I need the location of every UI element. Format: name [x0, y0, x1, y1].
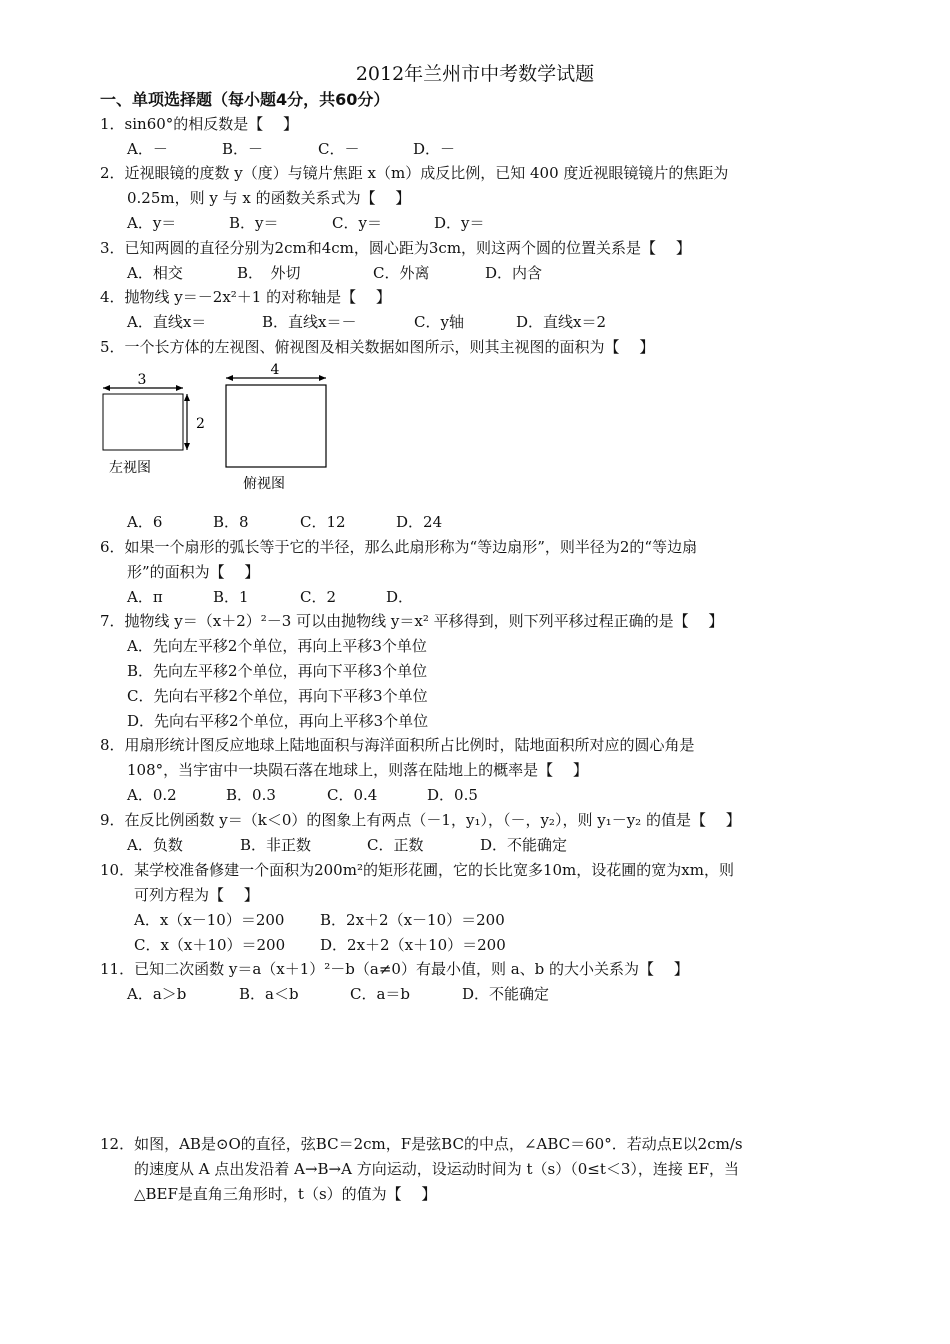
question-6-line-1: 6．如果一个扇形的弧长等于它的半径，那么此扇形称为“等边扇形”，则半径为2的“等边扇: [100, 538, 698, 556]
q11-option-d: D．不能确定: [462, 985, 550, 1003]
q5-option-d: D．24: [396, 513, 443, 531]
section-heading: 一、单项选择题（每小题4分，共60分）: [100, 90, 390, 109]
q8-option-d: D．0.5: [427, 786, 478, 804]
q4-option-c: C．y轴: [414, 313, 464, 331]
question-12-line-2: 的速度从 A 点出发沿着 A→B→A 方向运动，设运动时间为 t（s）（0≤t＜3），连接 EF，当: [134, 1160, 740, 1178]
q3-option-a: A．相交: [127, 264, 183, 282]
left-view-width: 3: [137, 372, 147, 388]
q3-option-c: C．外离: [373, 264, 430, 282]
q4-option-b: B．直线x＝－: [262, 313, 357, 331]
question-5: 5．一个长方体的左视图、俯视图及相关数据如图所示，则其主视图的面积为【 】: [100, 338, 655, 356]
question-3: 3．已知两圆的直径分别为2cm和4cm，圆心距为3cm，则这两个圆的位置关系是【 】: [100, 239, 691, 257]
left-view-height: 2: [196, 416, 205, 432]
q2-option-b: B．y＝: [229, 214, 279, 232]
question-2-line-2: 0.25m，则 y 与 x 的函数关系式为【 】: [127, 189, 411, 207]
q1-option-c: C．－: [318, 140, 360, 158]
question-1: 1．sin60°的相反数是【 】: [100, 115, 299, 133]
q3-option-d: D．内含: [485, 264, 543, 282]
q10-option-c: C．x（x＋10）＝200: [134, 936, 286, 954]
top-view-label: 俯视图: [243, 476, 285, 492]
q2-option-c: C．y＝: [332, 214, 382, 232]
q2-option-a: A．y＝: [127, 214, 177, 232]
question-8-line-1: 8．用扇形统计图反应地球上陆地面积与海洋面积所占比例时，陆地面积所对应的圆心角是: [100, 736, 695, 754]
q7-option-d: D．先向右平移2个单位，再向上平移3个单位: [127, 712, 429, 730]
q5-option-a: A．6: [127, 513, 163, 531]
q9-option-c: C．正数: [367, 836, 424, 854]
q10-option-a: A．x（x－10）＝200: [134, 911, 285, 929]
q4-option-d: D．直线x＝2: [516, 313, 607, 331]
q10-option-b: B．2x＋2（x－10）＝200: [320, 911, 505, 929]
q5-option-c: C．12: [300, 513, 346, 531]
q6-option-a: A．π: [127, 588, 163, 606]
q9-option-b: B．非正数: [240, 836, 312, 854]
question-8-line-2: 108°，当宇宙中一块陨石落在地球上，则落在陆地上的概率是【 】: [127, 761, 588, 779]
question-6-line-2: 形”的面积为【 】: [127, 563, 260, 581]
question-7: 7．抛物线 y＝（x＋2）²－3 可以由抛物线 y＝x² 平移得到，则下列平移过程正确的是【 】: [100, 612, 724, 630]
q11-option-a: A．a＞b: [127, 985, 187, 1003]
q5-option-b: B．8: [213, 513, 249, 531]
q7-option-c: C．先向右平移2个单位，再向下平移3个单位: [127, 687, 428, 705]
question-2-line-1: 2．近视眼镜的度数 y（度）与镜片焦距 x（m）成反比例，已知 400 度近视眼镜镜片的焦距为: [100, 164, 729, 182]
q7-option-a: A．先向左平移2个单位，再向上平移3个单位: [127, 637, 427, 655]
q3-option-b: B． 外切: [237, 264, 301, 282]
q8-option-b: B．0.3: [226, 786, 276, 804]
q8-option-a: A．0.2: [127, 786, 177, 804]
question-12-line-1: 12．如图，AB是⊙O的直径，弦BC＝2cm，F是弦BC的中点，∠ABC＝60°．若动点E以2cm/s: [100, 1135, 743, 1153]
q6-option-b: B．1: [213, 588, 249, 606]
question-10-line-2: 可列方程为【 】: [134, 886, 259, 904]
question-11: 11．已知二次函数 y＝a（x＋1）²－b（a≠0）有最小值，则 a、b 的大小关系为【 】: [100, 960, 689, 978]
question-12-line-3: △BEF是直角三角形时，t（s）的值为【 】: [134, 1185, 437, 1203]
q2-option-d: D．y＝: [434, 214, 485, 232]
q6-option-c: C．2: [300, 588, 337, 606]
q5-figure: [95, 360, 345, 495]
q1-option-a: A．－: [127, 140, 168, 158]
q10-option-d: D．2x＋2（x＋10）＝200: [320, 936, 506, 954]
q1-option-b: B．－: [222, 140, 264, 158]
top-view-width: 4: [270, 362, 280, 378]
left-view-label: 左视图: [109, 460, 151, 476]
q7-option-b: B．先向左平移2个单位，再向下平移3个单位: [127, 662, 428, 680]
q11-option-b: B．a＜b: [239, 985, 299, 1003]
question-9: 9．在反比例函数 y＝（k＜0）的图象上有两点（－1，y₁），（－，y₂），则 y₁－y₂ 的值是【 】: [100, 811, 741, 829]
question-4: 4．抛物线 y＝－2x²＋1 的对称轴是【 】: [100, 288, 391, 306]
q9-option-a: A．负数: [127, 836, 183, 854]
q4-option-a: A．直线x＝: [127, 313, 207, 331]
q8-option-c: C．0.4: [327, 786, 378, 804]
q9-option-d: D．不能确定: [480, 836, 568, 854]
question-10-line-1: 10．某学校准备修建一个面积为200m²的矩形花圃，它的长比宽多10m，设花圃的宽为xm，则: [100, 861, 734, 879]
q6-option-d: D．: [386, 588, 414, 606]
q11-option-c: C．a＝b: [350, 985, 411, 1003]
page-title: 2012年兰州市中考数学试题: [355, 63, 595, 85]
q1-option-d: D．－: [413, 140, 456, 158]
left-view-figure: [103, 372, 205, 476]
top-view-figure: [226, 362, 326, 492]
